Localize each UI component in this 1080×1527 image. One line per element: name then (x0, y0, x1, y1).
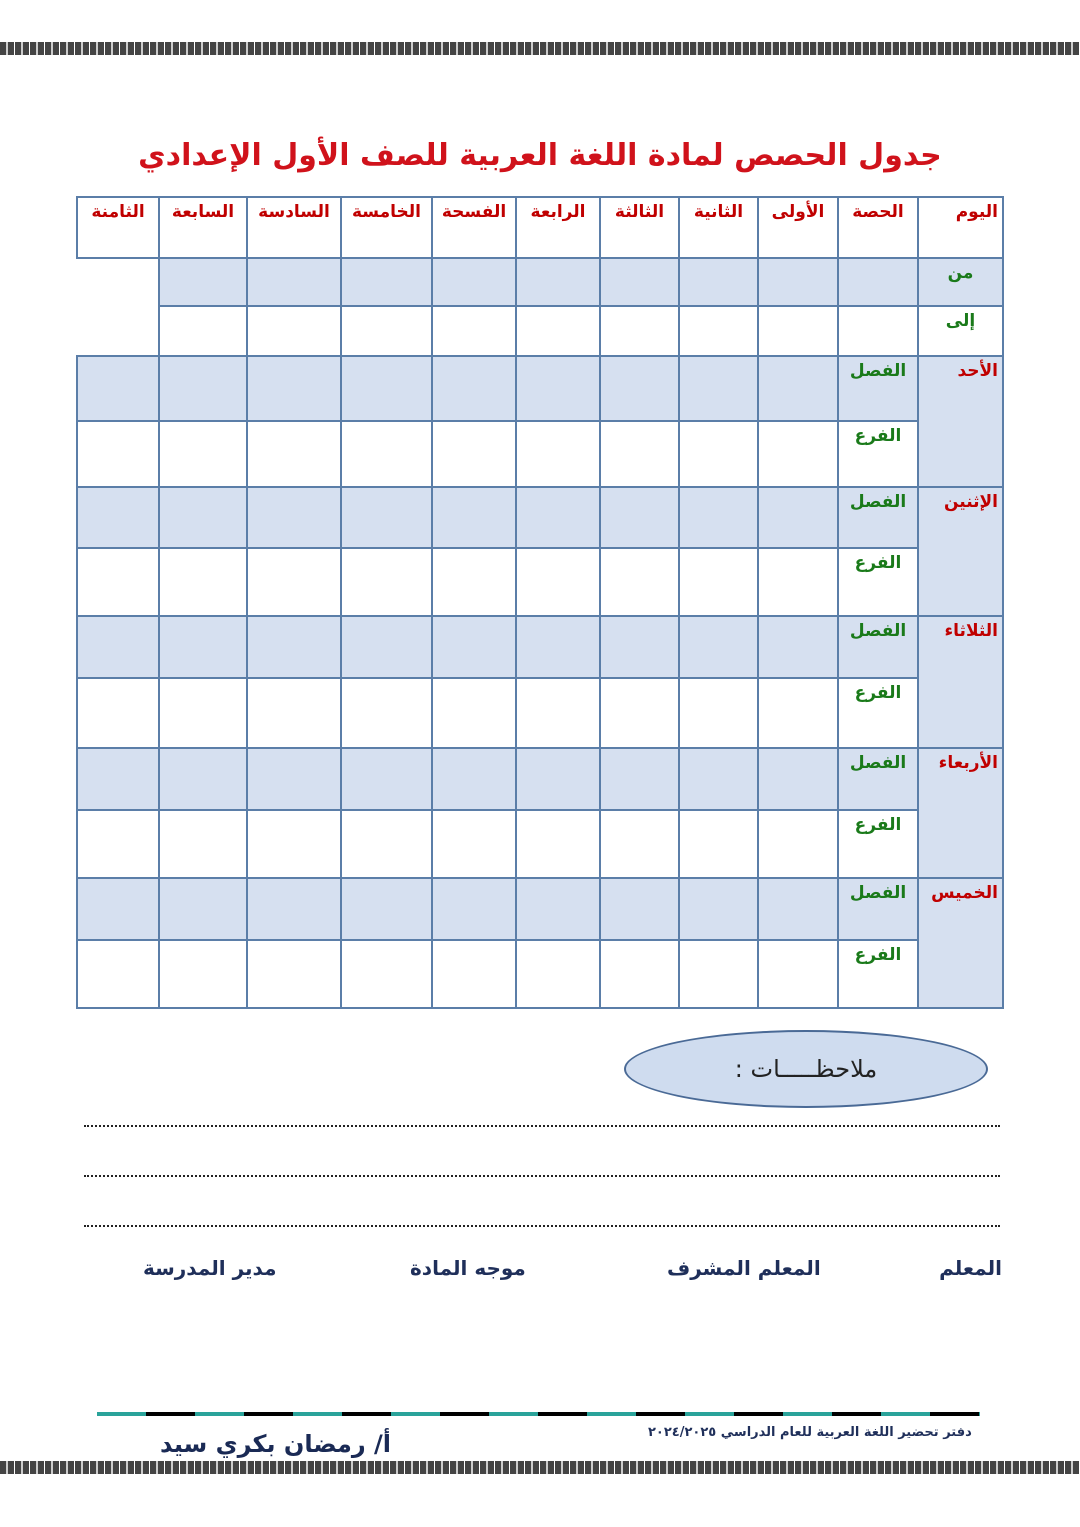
row-label: الفصل (838, 356, 918, 421)
schedule-cell[interactable] (247, 356, 341, 421)
schedule-cell[interactable] (77, 356, 159, 421)
schedule-cell[interactable] (159, 258, 247, 306)
schedule-cell[interactable] (341, 258, 432, 306)
header-col: الأولى (758, 197, 838, 258)
day-label: الأربعاء (918, 748, 1003, 878)
schedule-cell[interactable] (341, 748, 432, 810)
schedule-cell[interactable] (679, 878, 758, 940)
schedule-cell[interactable] (758, 616, 838, 678)
schedule-cell[interactable] (679, 678, 758, 748)
schedule-cell[interactable] (838, 306, 918, 356)
schedule-cell[interactable] (77, 878, 159, 940)
schedule-cell[interactable] (159, 421, 247, 487)
schedule-cell[interactable] (679, 421, 758, 487)
signature-teacher: المعلم (939, 1256, 1002, 1280)
schedule-cell[interactable] (758, 878, 838, 940)
schedule-cell[interactable] (516, 306, 600, 356)
schedule-cell[interactable] (758, 356, 838, 421)
schedule-cell[interactable] (516, 487, 600, 548)
day-label: الخميس (918, 878, 1003, 1008)
schedule-cell[interactable] (341, 810, 432, 878)
decorative-border-top (0, 42, 1080, 55)
schedule-cell[interactable] (247, 678, 341, 748)
row-label: الفرع (838, 421, 918, 487)
schedule-cell[interactable] (516, 421, 600, 487)
schedule-cell[interactable] (679, 258, 758, 306)
row-label: الفرع (838, 678, 918, 748)
schedule-cell[interactable] (600, 487, 679, 548)
schedule-cell[interactable] (758, 306, 838, 356)
schedule-cell[interactable] (432, 306, 516, 356)
notes-line[interactable] (84, 1175, 1000, 1177)
signature-principal: مدير المدرسة (143, 1256, 277, 1280)
signature-inspector: موجه المادة (410, 1256, 526, 1280)
header-period: الحصة (838, 197, 918, 258)
schedule-cell[interactable] (432, 878, 516, 940)
schedule-cell[interactable] (341, 548, 432, 616)
schedule-cell[interactable] (77, 810, 159, 878)
schedule-cell[interactable] (247, 878, 341, 940)
schedule-cell[interactable] (159, 548, 247, 616)
schedule-cell[interactable] (159, 678, 247, 748)
schedule-cell[interactable] (758, 810, 838, 878)
schedule-cell[interactable] (432, 487, 516, 548)
schedule-cell[interactable] (600, 306, 679, 356)
header-col: الخامسة (341, 197, 432, 258)
header-col: الثالثة (600, 197, 679, 258)
schedule-cell[interactable] (77, 748, 159, 810)
schedule-cell[interactable] (679, 616, 758, 678)
schedule-cell[interactable] (247, 306, 341, 356)
header-col: السادسة (247, 197, 341, 258)
row-label: الفصل (838, 748, 918, 810)
row-label: الفصل (838, 878, 918, 940)
decorative-border-bottom (0, 1461, 1080, 1474)
schedule-cell[interactable] (341, 487, 432, 548)
schedule-cell[interactable] (247, 748, 341, 810)
day-label: الثلاثاء (918, 616, 1003, 748)
schedule-cell[interactable] (516, 940, 600, 1008)
schedule-cell[interactable] (159, 616, 247, 678)
schedule-cell[interactable] (341, 356, 432, 421)
row-label: الفرع (838, 810, 918, 878)
schedule-cell[interactable] (341, 678, 432, 748)
schedule-cell[interactable] (432, 678, 516, 748)
notes-line[interactable] (84, 1225, 1000, 1227)
row-label: إلى (918, 306, 1003, 356)
row-label: الفصل (838, 616, 918, 678)
signature-supervisor: المعلم المشرف (667, 1256, 821, 1280)
schedule-cell[interactable] (758, 548, 838, 616)
schedule-cell[interactable] (247, 548, 341, 616)
schedule-cell[interactable] (77, 616, 159, 678)
schedule-cell[interactable] (516, 810, 600, 878)
schedule-cell[interactable] (432, 940, 516, 1008)
schedule-cell[interactable] (679, 940, 758, 1008)
schedule-cell[interactable] (77, 548, 159, 616)
footer-author: أ/ رمضان بكري سيد (160, 1430, 392, 1458)
schedule-table (76, 196, 1004, 1009)
schedule-cell[interactable] (159, 940, 247, 1008)
schedule-cell[interactable] (159, 748, 247, 810)
schedule-cell[interactable] (432, 258, 516, 306)
header-col: الثامنة (77, 197, 159, 258)
header-col: الفسحة (432, 197, 516, 258)
row-label: الفرع (838, 940, 918, 1008)
schedule-cell[interactable] (679, 810, 758, 878)
schedule-cell[interactable] (159, 878, 247, 940)
schedule-cell[interactable] (600, 548, 679, 616)
schedule-cell[interactable] (77, 940, 159, 1008)
schedule-cell[interactable] (600, 940, 679, 1008)
schedule-cell[interactable] (679, 548, 758, 616)
schedule-cell[interactable] (600, 810, 679, 878)
schedule-cell[interactable] (432, 548, 516, 616)
schedule-cell[interactable] (758, 678, 838, 748)
schedule-cell[interactable] (247, 487, 341, 548)
schedule-cell[interactable] (758, 940, 838, 1008)
schedule-cell[interactable] (516, 678, 600, 748)
schedule-cell[interactable] (600, 878, 679, 940)
schedule-cell[interactable] (516, 548, 600, 616)
schedule-cell[interactable] (758, 421, 838, 487)
day-label: الأحد (918, 356, 1003, 487)
schedule-cell[interactable] (341, 421, 432, 487)
schedule-cell[interactable] (341, 878, 432, 940)
schedule-cell[interactable] (247, 810, 341, 878)
schedule-cell[interactable] (600, 678, 679, 748)
footer-notebook: دفتر تحضير اللغة العربية للعام الدراسي ٢٠٢٤/٢٠٢٥ (648, 1425, 972, 1440)
schedule-cell[interactable] (159, 306, 247, 356)
row-label: الفصل (838, 487, 918, 548)
schedule-cell[interactable] (247, 421, 341, 487)
schedule-cell[interactable] (516, 258, 600, 306)
schedule-cell[interactable] (516, 878, 600, 940)
schedule-cell[interactable] (341, 616, 432, 678)
schedule-cell[interactable] (77, 421, 159, 487)
schedule-cell[interactable] (432, 356, 516, 421)
schedule-cell[interactable] (679, 748, 758, 810)
schedule-cell[interactable] (838, 258, 918, 306)
schedule-cell[interactable] (600, 748, 679, 810)
schedule-cell[interactable] (679, 487, 758, 548)
schedule-cell[interactable] (159, 356, 247, 421)
schedule-cell[interactable] (432, 616, 516, 678)
schedule-cell[interactable] (758, 748, 838, 810)
schedule-cell[interactable] (432, 810, 516, 878)
schedule-cell[interactable] (159, 810, 247, 878)
schedule-cell[interactable] (247, 616, 341, 678)
schedule-cell[interactable] (159, 487, 247, 548)
notes-label: ملاحظـــــات : (624, 1030, 988, 1108)
row-label: الفرع (838, 548, 918, 616)
schedule-cell[interactable] (247, 940, 341, 1008)
schedule-cell[interactable] (516, 356, 600, 421)
notes-line[interactable] (84, 1125, 1000, 1127)
header-day: اليوم (918, 197, 1003, 258)
schedule-cell[interactable] (77, 487, 159, 548)
page-title: جدول الحصص لمادة اللغة العربية للصف الأول الإعدادي (138, 138, 942, 173)
header-col: الثانية (679, 197, 758, 258)
schedule-cell[interactable] (432, 421, 516, 487)
schedule-cell[interactable] (247, 258, 341, 306)
schedule-cell[interactable] (341, 940, 432, 1008)
footer-divider (97, 1412, 980, 1416)
schedule-cell[interactable] (679, 306, 758, 356)
header-col: السابعة (159, 197, 247, 258)
schedule-cell[interactable] (600, 356, 679, 421)
schedule-cell[interactable] (600, 258, 679, 306)
schedule-cell[interactable] (600, 616, 679, 678)
schedule-cell[interactable] (341, 306, 432, 356)
schedule-cell[interactable] (679, 356, 758, 421)
header-col: الرابعة (516, 197, 600, 258)
schedule-cell[interactable] (516, 748, 600, 810)
schedule-cell[interactable] (516, 616, 600, 678)
schedule-cell[interactable] (758, 487, 838, 548)
schedule-cell[interactable] (77, 678, 159, 748)
day-label: الإثنين (918, 487, 1003, 616)
row-label: من (918, 258, 1003, 306)
schedule-cell[interactable] (432, 748, 516, 810)
schedule-cell[interactable] (758, 258, 838, 306)
schedule-cell[interactable] (600, 421, 679, 487)
